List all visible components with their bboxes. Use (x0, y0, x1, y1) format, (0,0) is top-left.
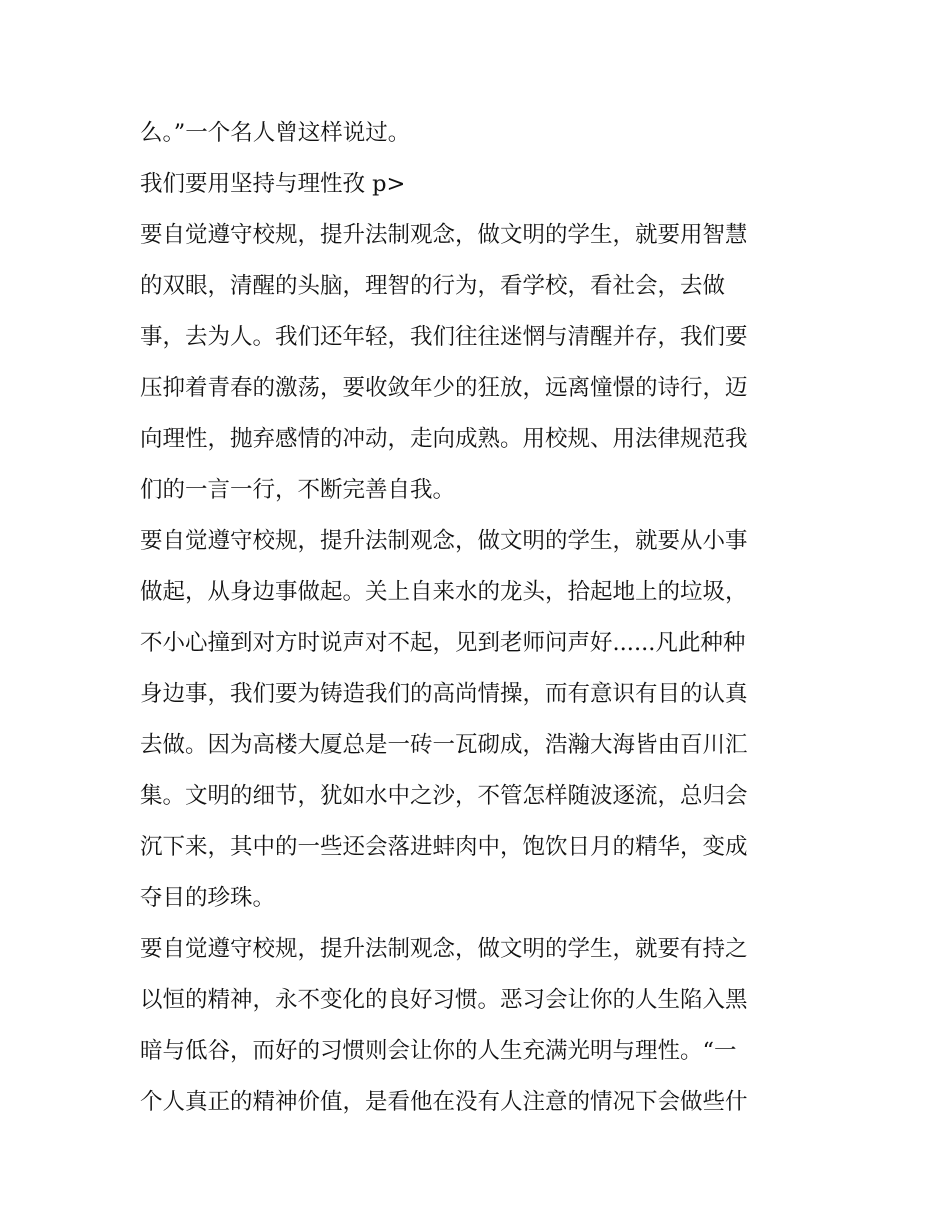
text-line: 去做。因为高楼大厦总是一砖一瓦砌成，浩瀚大海皆由百川汇 (140, 732, 748, 758)
text-line: 的双眼，清醒的头脑，理智的行为，看学校，看社会，去做 (140, 273, 726, 299)
text-line: 做起，从身边事做起。关上自来水的龙头，拾起地上的垃圾， (140, 579, 748, 605)
text-line: 们的一言一行，不断完善自我。 (140, 477, 456, 503)
text-line: 不小心撞到对方时说声对不起，见到老师问声好......凡此种种 (140, 630, 746, 656)
text-line: 要自觉遵守校规，提升法制观念，做文明的学生，就要用智慧 (140, 222, 748, 248)
document-body (140, 108, 820, 1128)
text-line: 沉下来，其中的一些还会落进蚌肉中，饱饮日月的精华，变成 (140, 834, 748, 860)
text-line: 向理性，抛弃感情的冲动，走向成熟。用校规、用法律规范我 (140, 426, 748, 452)
text-line: 么。”一个名人曾这样说过。 (140, 120, 411, 146)
text-line: 以恒的精神，永不变化的良好习惯。恶习会让你的人生陷入黑 (140, 987, 748, 1013)
text-line: 事，去为人。我们还年轻，我们往往迷惘与清醒并存，我们要 (140, 324, 748, 350)
text-line: 个人真正的精神价值，是看他在没有人注意的情况下会做些什 (140, 1089, 748, 1115)
text-line: 暗与低谷，而好的习惯则会让你的人生充满光明与理性。“一 (140, 1038, 737, 1064)
text-line: 夺目的珍珠。 (140, 885, 276, 911)
text-line: 身边事，我们要为铸造我们的高尚情操，而有意识有目的认真 (140, 681, 748, 707)
text-line: 压抑着青春的激荡，要收敛年少的狂放，远离憧憬的诗行，迈 (140, 375, 748, 401)
text-line: 要自觉遵守校规，提升法制观念，做文明的学生，就要有持之 (140, 936, 748, 962)
text-line: 集。文明的细节，犹如水中之沙，不管怎样随波逐流，总归会 (140, 783, 748, 809)
text-line: 要自觉遵守校规，提升法制观念，做文明的学生，就要从小事 (140, 528, 748, 554)
text-line: 我们要用坚持与理性孜 p> (140, 171, 406, 197)
